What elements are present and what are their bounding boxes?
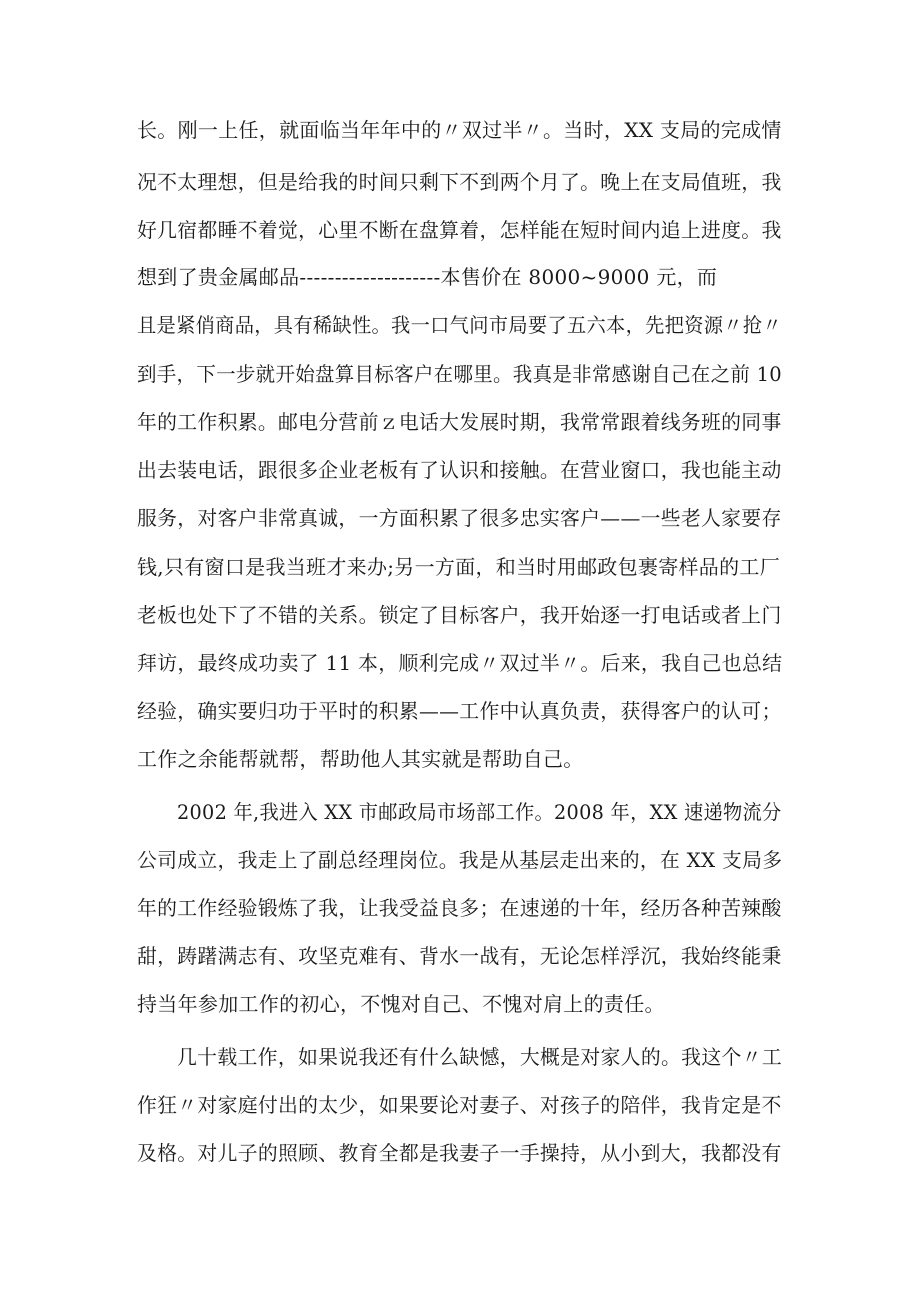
text-line: 年的工作积累。邮电分营前ｚ电话大发展时期，我常常跟着线务班的同事 [137, 410, 782, 434]
paragraph-start-line: 几十载工作，如果说我还有什么缺憾，大概是对家人的。我这个〃工 [177, 1045, 782, 1069]
text-line: 想到了贵金属邮品--------------------本售价在 8000~9000 元，而 [137, 265, 718, 289]
text-line: 到手，下一步就开始盘算目标客户在哪里。我真是非常感谢自己在之前 10 [137, 362, 783, 386]
text-line: 作狂〃对家庭付出的太少，如果要论对妻子、对孩子的陪伴，我肯定是不 [137, 1093, 782, 1117]
text-line: 且是紧俏商品，具有稀缺性。我一口气问市局要了五六本，先把资源〃抢〃 [137, 313, 782, 337]
text-line: 拜访，最终成功卖了 11 本，顺利完成〃双过半〃。后来，我自己也总结 [137, 651, 783, 675]
text-line: 况不太理想，但是给我的时间只剩下不到两个月了。晚上在支局值班，我 [137, 170, 782, 194]
text-line: 甜，踌躇满志有、攻坚克难有、背水一战有，无论怎样浮沉，我始终能秉 [137, 944, 782, 968]
text-line: 年的工作经验锻炼了我，让我受益良多；在速递的十年，经历各种苦辣酸 [137, 896, 782, 920]
paragraph-start-line: 2002 年,我进入 XX 市邮政局市场部工作。2008 年，XX 速递物流分 [177, 800, 782, 824]
text-line: 持当年参加工作的初心，不愧对自己、不愧对肩上的责任。 [137, 992, 665, 1016]
text-line: 经验，确实要归功于平时的积累——工作中认真负责，获得客户的认可； [137, 699, 782, 723]
text-line: 钱,只有窗口是我当班才来办;另一方面，和当时用邮政包裹寄样品的工厂 [137, 555, 780, 579]
text-line: 出去装电话，跟很多企业老板有了认识和接触。在营业窗口，我也能主动 [137, 458, 782, 482]
text-line: 服务，对客户非常真诚，一方面积累了很多忠实客户——一些老人家要存 [137, 506, 782, 530]
text-line: 及格。对儿子的照顾、教育全都是我妻子一手操持，从小到大，我都没有 [137, 1141, 782, 1165]
text-line: 老板也处下了不错的关系。锁定了目标客户，我开始逐一打电话或者上门 [137, 603, 782, 627]
text-line: 好几宿都睡不着觉，心里不断在盘算着，怎样能在短时间内追上进度。我 [137, 218, 782, 242]
text-line: 长。刚一上任，就面临当年年中的〃双过半〃。当时，XX 支局的完成情 [137, 118, 782, 142]
text-line: 公司成立，我走上了副总经理岗位。我是从基层走出来的，在 XX 支局多 [137, 848, 783, 872]
text-line: 工作之余能帮就帮，帮助他人其实就是帮助自己。 [137, 747, 584, 771]
